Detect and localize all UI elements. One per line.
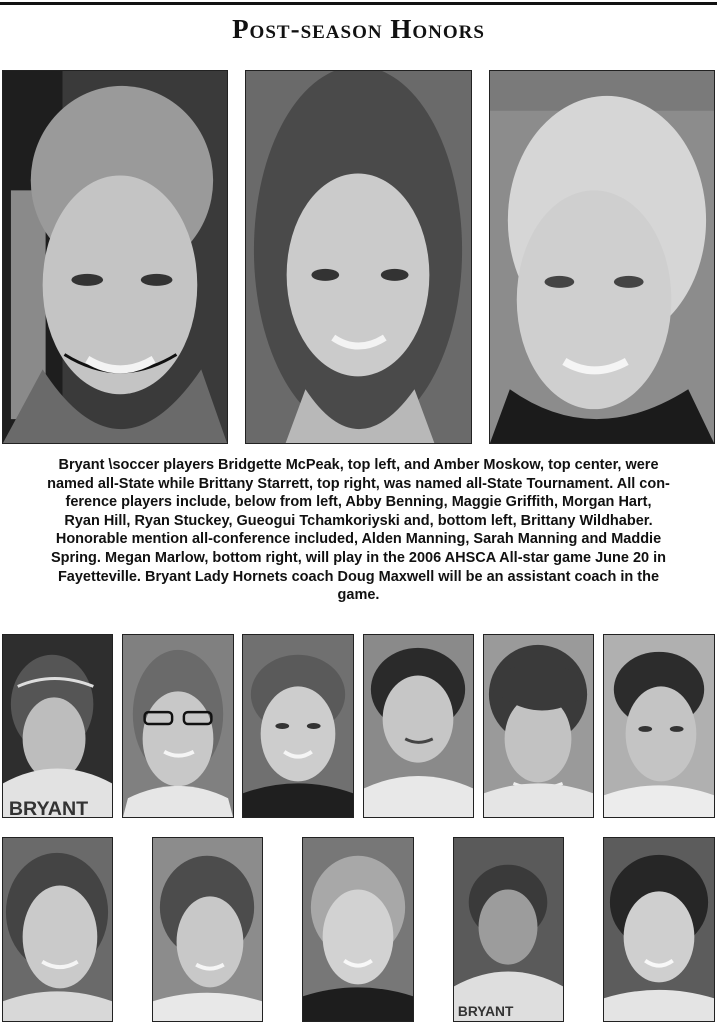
caption-line: named all-State while Brittany Starrett, top right, was named all-State Tournament. All con- <box>47 475 670 492</box>
photo-maggie-griffith <box>122 634 234 818</box>
jersey-text: BRYANT <box>8 797 89 817</box>
top-rule <box>0 2 717 5</box>
page-headline: Post-season Honors <box>232 14 485 44</box>
caption-line: ference players include, below from left, Abby Benning, Maggie Griffith, Morgan Hart, <box>65 494 652 511</box>
photo-gueogui-tchamkoriyski <box>603 634 715 818</box>
caption-line: Ryan Hill, Ryan Stuckey, Gueogui Tchamkoriyski and, bottom left, Brittany Wildhaber. <box>64 512 653 529</box>
photo-brittany-starrett <box>489 70 715 444</box>
photo-amber-moskow <box>245 70 472 444</box>
photo-brittany-wildhaber <box>2 837 113 1022</box>
photo-maddie-spring <box>453 837 564 1022</box>
caption-line: Honorable mention all-conference included, Alden Manning, Sarah Manning and Maddie <box>55 531 662 548</box>
photo-abby-benning <box>2 634 113 818</box>
photo-ryan-hill <box>363 634 474 818</box>
caption-line: Spring. Megan Marlow, bottom right, will play in the 2006 AHSCA All-star game June 20 in <box>50 549 666 566</box>
photo-ryan-stuckey <box>483 634 594 818</box>
jersey-text: BRYANT <box>457 1004 514 1020</box>
photo-caption <box>6 456 711 605</box>
photo-sarah-manning <box>302 837 414 1022</box>
photo-morgan-hart <box>242 634 354 818</box>
photo-alden-manning <box>152 837 263 1022</box>
photo-bridgette-mcpeak <box>2 70 228 444</box>
caption-line: Bryant \soccer players Bridgette McPeak, top left, and Amber Moskow, top center, were <box>58 457 659 473</box>
caption-line: game. <box>337 587 380 604</box>
photo-megan-marlow <box>603 837 715 1022</box>
caption-line: Fayetteville. Bryant Lady Hornets coach Doug Maxwell will be an assistant coach in the <box>57 568 660 585</box>
